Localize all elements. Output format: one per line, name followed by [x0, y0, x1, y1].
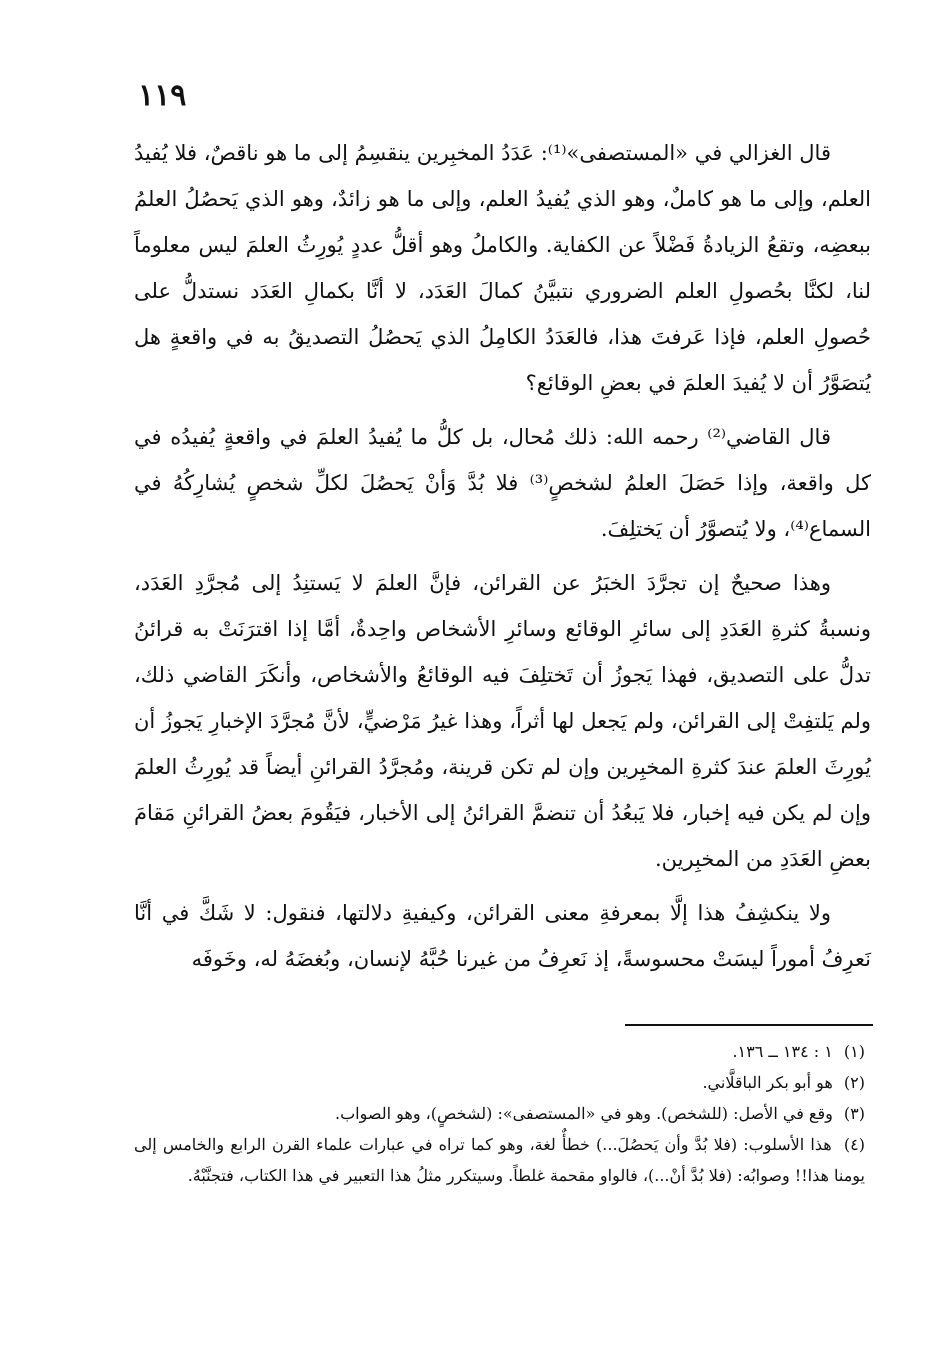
footnote-text: هذا الأسلوب: (فلا بُدَّ وأن يَحصُلَ...) خطأٌ لغة، وهو كما تراه في عبارات علماء القرن الرابع والخامس إلى يومنا هذا!! وصوابُه: (فلا بُدَّ أنْ...)، فالواو مقحمة غلطاً. وسيتكرر مثلُ هذا التعبير في هذا الكتاب، فتجنَّبْهُ.	[134, 1135, 865, 1185]
paragraph: قال القاضي⁽²⁾ رحمه الله: ذلك مُحال، بل كلُّ ما يُفيدُ العلمَ في واقعةٍ يُفيدُه في كل واقعة، وإذا حَصَلَ العلمُ لشخصٍ⁽³⁾ فلا بُدَّ وَأنْ يَحصُلَ لكلِّ شخصٍ يُشارِكُهُ في السماع⁽⁴⁾، ولا يُتصوَّرُ أن يَختلِفَ.	[134, 425, 871, 541]
main-text	[134, 130, 871, 990]
footnote	[134, 1129, 871, 1191]
paragraph: وهذا صحيحٌ إن تجرَّدَ الخبَرُ عن القرائن، فإنَّ العلمَ لا يَستنِدُ إلى مُجرَّدِ العَدَد، ونسبةُ كثرةِ العَدَدِ إلى سائرِ الوقائع وسائرِ الأشخاص واحِدةٌ، أمَّا إذا اقترَنَتْ به قرائنُ تدلُّ على التصديق، فهذا يَجوزُ أن تَختلِفَ فيه الوقائعُ والأشخاص، وأنكَرَ القاضي ذلك، ولم يَلتفِتْ إلى القرائن، ولم يَجعل لها أثراً، وهذا غيرُ مَرْضيٍّ، لأنَّ مُجرَّدَ الإخبارِ يَجوزُ أن يُورِثَ العلمَ عندَ كثرةِ المخبِرين وإن لم تكن قرينة، ومُجرَّدُ القرائنِ أيضاً قد يُورِثُ العلمَ وإن لم يكن فيه إخبار، فلا يَبعُدُ أن تنضمَّ القرائنُ إلى الأخبار، فيَقُومَ بعضُ القرائنِ مَقامَ بعضِ العَدَدِ من المخبِرين.	[134, 571, 871, 871]
footnote	[134, 1036, 871, 1067]
footnote-number: (١)	[843, 1042, 865, 1061]
page-number: ١١٩	[138, 78, 187, 113]
footnote-number: (٢)	[843, 1073, 865, 1092]
footnote	[134, 1098, 871, 1129]
paragraph: قال الغزالي في «المستصفى»⁽¹⁾: عَدَدُ المخبِرين ينقسِمُ إلى ما هو ناقصٌ، فلا يُفيدُ العلم، وإلى ما هو كاملٌ، وهو الذي يُفيدُ العلم، وإلى ما هو زائدٌ، وهو الذي يَحصُلُ العلمُ ببعضِه، وتقعُ الزيادةُ فَضْلاً عن الكفاية. والكاملُ وهو أقلُّ عددٍ يُورِثُ العلمَ ليس معلوماً لنا، لكنَّا بحُصولِ العلم الضروري نتبيَّنُ كمالَ العَدَد، لا أنَّا بكمالِ العَدَد نستدلُّ على حُصولِ العلم، فإذا عَرفتَ هذا، فالعَدَدُ الكامِلُ الذي يَحصُلُ التصديقُ به في واقعةٍ هل يُتصَوَّرُ أن لا يُفيدَ العلمَ في بعضِ الوقائع؟	[134, 141, 871, 395]
footnote-separator	[625, 1024, 873, 1026]
footnote-number: (٣)	[843, 1104, 865, 1123]
footnote-text: ١ : ١٣٤ ــ ١٣٦.	[732, 1042, 833, 1061]
footnote-text: هو أبو بكر الباقلَّاني.	[702, 1073, 833, 1092]
paragraph: ولا ينكشِفُ هذا إلَّا بمعرفةِ معنى القرائن، وكيفيةِ دلالتها، فنقول: لا شَكَّ في أنَّا نَعرِفُ أموراً ليسَتْ محسوسةً، إذ نَعرِفُ من غيرنا حُبَّهُ لإنسان، وبُغضَهُ له، وخَوفَه	[134, 901, 871, 971]
footnote	[134, 1067, 871, 1098]
footnotes	[134, 1036, 871, 1191]
footnote-number: (٤)	[843, 1135, 865, 1154]
footnote-text: وقع في الأصل: (للشخص). وهو في «المستصفى»: (لشخصٍ)، وهو الصواب.	[334, 1104, 833, 1123]
